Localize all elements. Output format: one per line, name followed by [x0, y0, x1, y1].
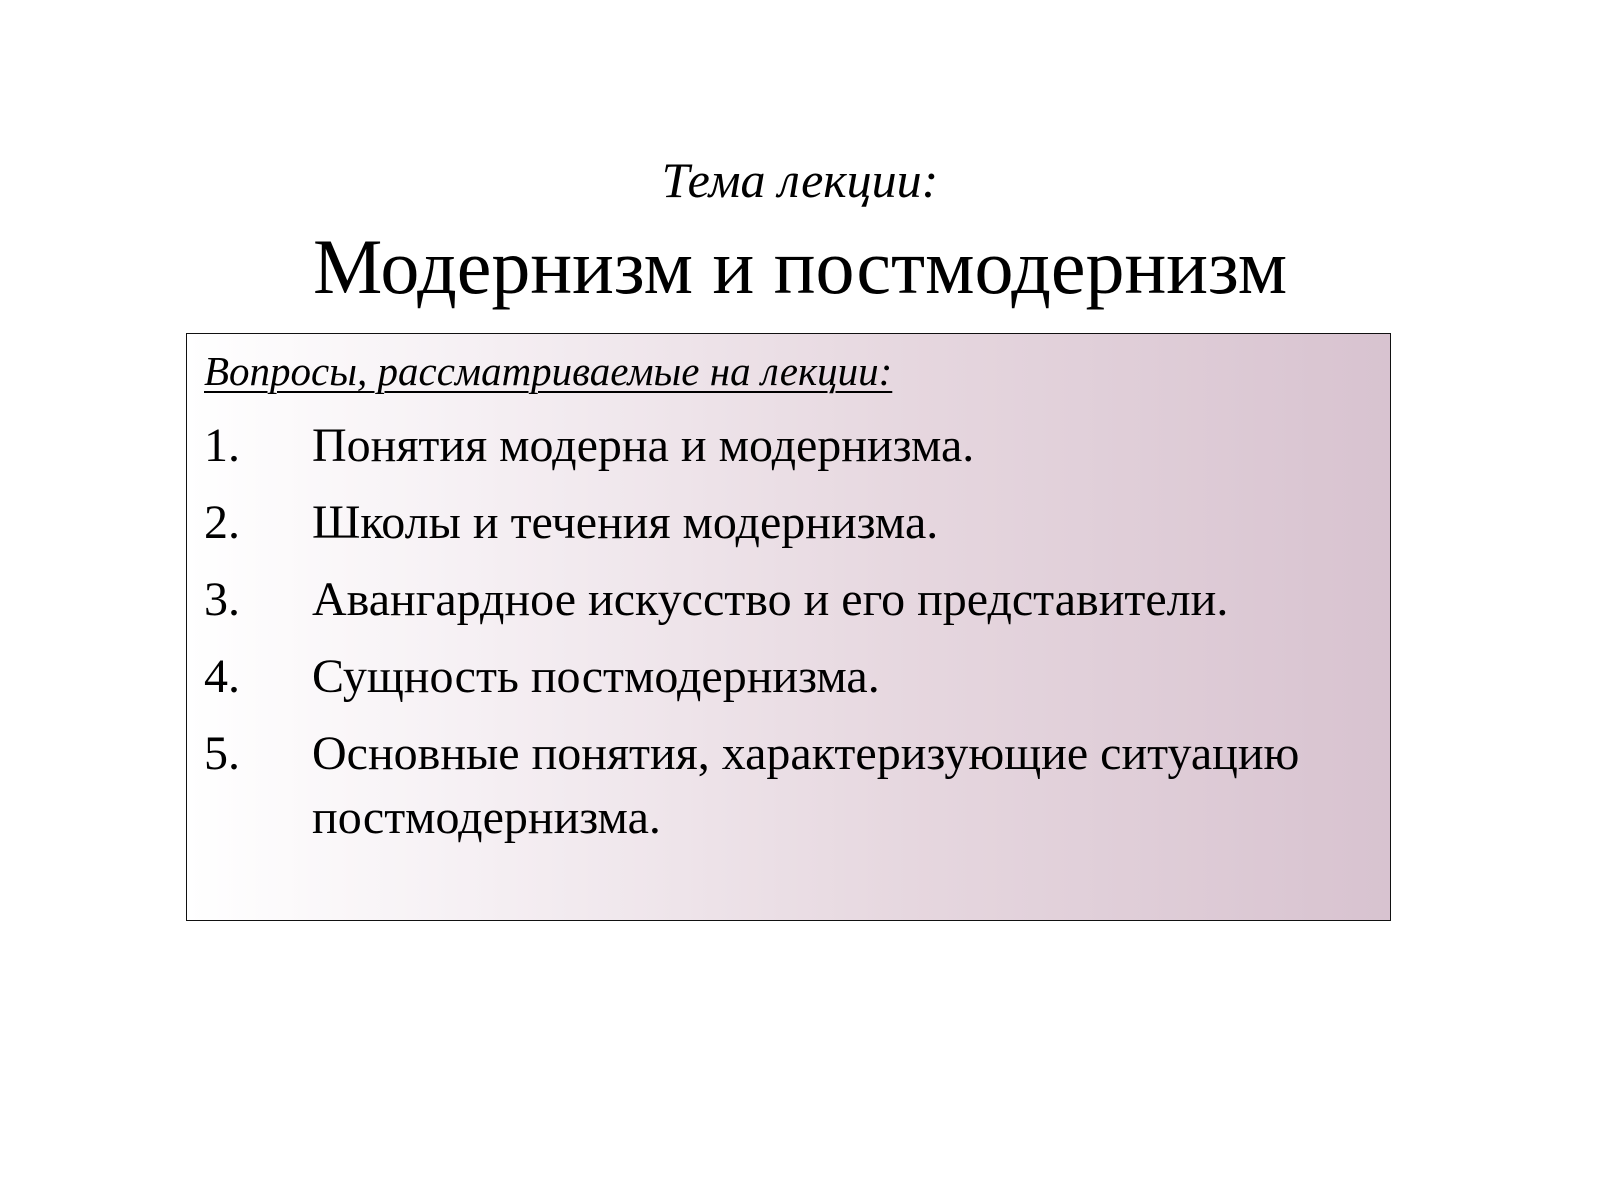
questions-heading: Вопросы, рассматриваемые на лекции:: [204, 348, 893, 394]
list-item: [204, 568, 1374, 632]
list-item: [204, 414, 1374, 478]
list-item-number: 3.: [204, 573, 240, 626]
list-item-text: Авангардное искусство и его представители.: [312, 573, 1229, 626]
questions-box: [186, 333, 1391, 921]
questions-list: [204, 414, 1374, 863]
list-item: [204, 722, 1374, 850]
list-item-text: Сущность постмодернизма.: [312, 650, 880, 703]
list-item: [204, 491, 1374, 555]
list-item-text: Понятия модерна и модернизма.: [312, 419, 975, 472]
list-item-number: 5.: [204, 727, 240, 780]
slide-title: Модернизм и постмодернизм: [312, 223, 1288, 310]
list-item-number: 2.: [204, 496, 240, 549]
list-item-text: Школы и течения модернизма.: [312, 496, 939, 549]
list-item-text: Основные понятия, характеризующие ситуацию постмодернизма.: [312, 727, 1300, 844]
list-item: [204, 645, 1374, 709]
lecture-topic-label: Тема лекции:: [661, 152, 939, 208]
list-item-number: 1.: [204, 419, 240, 472]
list-item-number: 4.: [204, 650, 240, 703]
